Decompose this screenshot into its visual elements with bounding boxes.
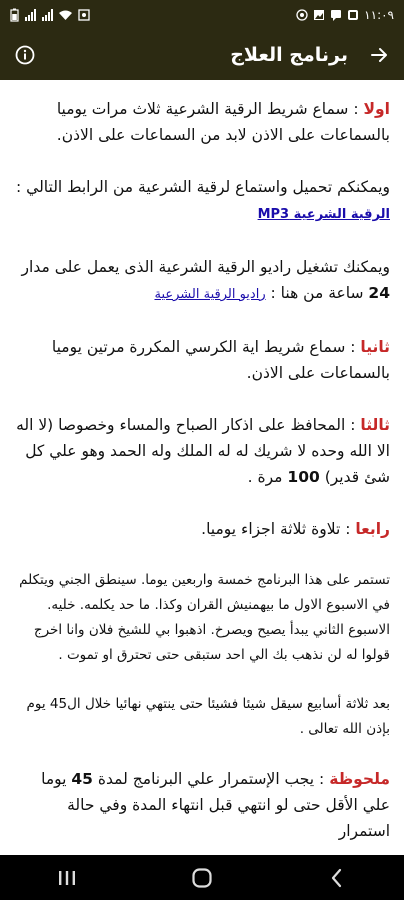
ruqyah-mp3-link[interactable]: الرقية الشرعية MP3 (257, 207, 390, 222)
paragraph-second (14, 334, 390, 386)
recent-apps-button[interactable] (42, 858, 92, 898)
paragraph-text: مرة . (247, 468, 288, 486)
record-icon (296, 9, 308, 21)
image-icon (313, 9, 325, 21)
wifi-icon (58, 9, 73, 21)
paragraph-radio (14, 254, 390, 308)
paragraph-third (14, 412, 390, 490)
paragraph-text: يوما علي الأقل حتى لو انتهي قبل انتهاء المدة وفي حالة استمرار (41, 770, 390, 840)
ruqyah-radio-link[interactable]: راديو الرقية الشرعية (154, 287, 266, 302)
paragraph-text: : المحافظ على اذكار الصباح والمساء وخصوصا (لا اله الا الله وحده لا شريك له له الملك وله الحمد وهو علي كل شئ قدير) (16, 416, 390, 486)
back-icon (330, 868, 344, 888)
paragraph-first (14, 96, 390, 148)
paragraph-number: 24 (368, 284, 390, 302)
paragraph-number: 100 (287, 468, 320, 486)
paragraph-text: : يجب الإستمرار علي البرنامج لمدة (92, 770, 330, 788)
status-time: ١١:٠٩ (364, 8, 394, 22)
paragraph-lead: رابعا (355, 520, 390, 538)
paragraph-lead: ملحوظة (329, 770, 390, 788)
status-right (296, 8, 394, 22)
paragraph-text: : سماع شريط اية الكرسي المكررة مرتين يوميا بالسماعات على الاذن. (51, 338, 390, 382)
chat-icon (330, 9, 342, 21)
paragraph-lead: اولا (363, 100, 390, 118)
app-icon (347, 9, 359, 21)
paragraph-weeks (14, 692, 390, 742)
recent-apps-icon (57, 869, 77, 887)
page-title: برنامج العلاج (230, 44, 348, 66)
app-bar (0, 30, 404, 80)
paragraph-text: تستمر على هذا البرنامج خمسة واربعين يوما. سينطق الجني ويتكلم في الاسبوع الاول ما بيهمنيش القران وكذا. ما حد يكلمه. خليه. الاسبوع الثاني يبدأ يصيح ويصرخ. اذهبوا بي للشيخ فلان وانا اخرج قولوا له لن نذهب بك الي احد ستبقى حتى تحترق او تموت . (19, 572, 390, 663)
battery-icon (10, 8, 19, 22)
status-left (10, 8, 90, 22)
paragraph-text: ساعة من هنا : (265, 284, 369, 302)
paragraph-text: ويمكنك تشغيل راديو الرقية الشرعية الذى يعمل على مدار (21, 258, 390, 276)
home-icon (191, 867, 213, 889)
paragraph-number: 45 (71, 770, 93, 788)
info-button[interactable] (12, 42, 38, 68)
paragraph-fourth (14, 516, 390, 542)
arrow-right-icon (370, 46, 388, 64)
paragraph-download (14, 174, 390, 228)
paragraph-lead: ثالثا (360, 416, 390, 434)
paragraph-text: بعد ثلاثة أسابيع سيقل شيئا فشيئا حتى ينتهي نهائيا خلال ال45 يوم بإذن الله تعالى . (26, 696, 390, 737)
paragraph-lead: ثانيا (360, 338, 390, 356)
paragraph-program (14, 568, 390, 668)
article-content[interactable] (0, 80, 404, 855)
paragraph-text: ويمكنكم تحميل واستماع لرقية الشرعية من الرابط التالي : (16, 178, 390, 196)
navigation-bar (0, 855, 404, 900)
paragraph-text: : تلاوة ثلاثة اجزاء يوميا. (201, 520, 356, 538)
status-bar (0, 0, 404, 30)
photo-icon (78, 9, 90, 21)
signal-icon (24, 9, 36, 21)
back-button[interactable] (366, 42, 392, 68)
nav-back-button[interactable] (312, 858, 362, 898)
signal-icon (41, 9, 53, 21)
paragraph-text: : سماع شريط الرقية الشرعية ثلاث مرات يوميا بالسماعات على الاذن لابد من السماعات على الاذن. (56, 100, 390, 144)
home-button[interactable] (177, 858, 227, 898)
info-icon (15, 45, 35, 65)
paragraph-note (14, 766, 390, 844)
